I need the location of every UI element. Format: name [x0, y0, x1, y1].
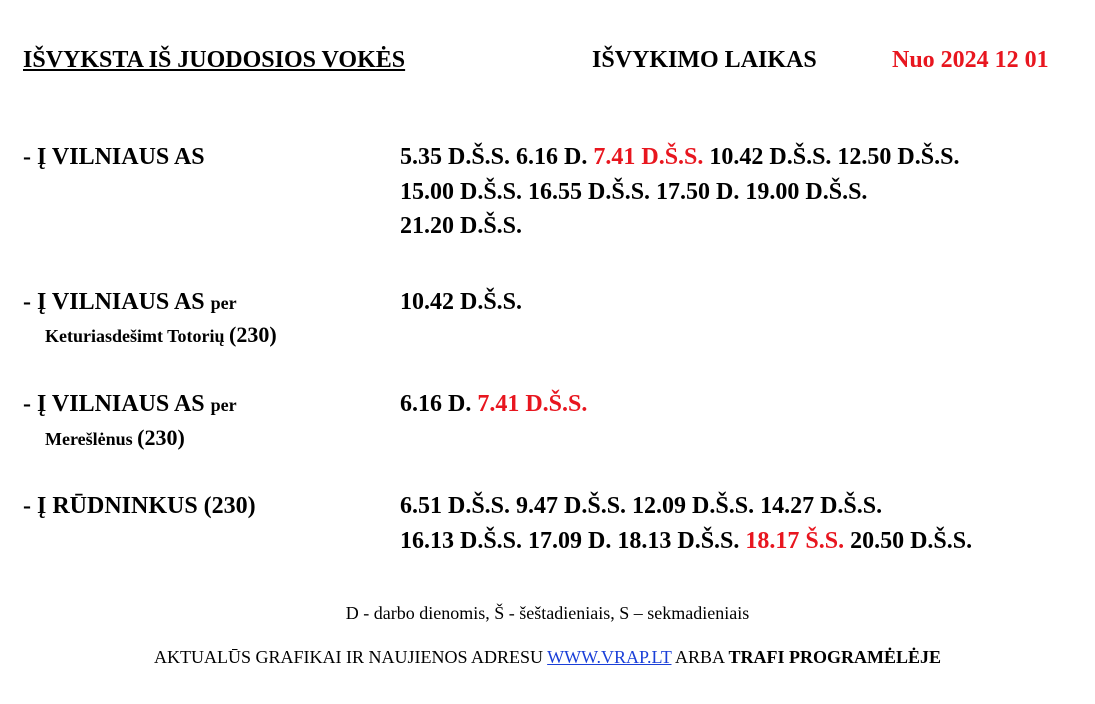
route-destination-label: - Į VILNIAUS AS [23, 391, 205, 417]
route-destination [23, 285, 237, 320]
highlighted-departure: 18.17 Š.S. [745, 527, 845, 554]
route-via [45, 322, 277, 349]
website-link[interactable]: WWW.VRAP.LT [547, 647, 672, 667]
departure-line [400, 140, 959, 175]
route-via-name: Keturiasdešimt Totorių [45, 326, 225, 346]
route-destination [23, 140, 205, 174]
departure-line [400, 489, 972, 524]
route-times [400, 285, 522, 320]
departure-line [400, 387, 587, 422]
departure-text: 10.42 D.Š.S. 12.50 D.Š.S. [703, 144, 960, 170]
route-destination [23, 387, 237, 422]
footer-text: AKTUALŪS GRAFIKAI IR NAUJIENOS ADRESU [153, 647, 548, 667]
departure-line [400, 209, 959, 244]
departure-text: 15.00 D.Š.S. 16.55 D.Š.S. 17.50 D. 19.00 D.Š.S. [400, 178, 868, 205]
route-per-label: per [210, 293, 237, 313]
highlighted-departure: 7.41 D.Š.S. [593, 144, 704, 170]
departure-text: 20.50 D.Š.S. [844, 527, 973, 554]
route-times [400, 489, 972, 558]
origin-heading: IŠVYKSTA IŠ JUODOSIOS VOKĖS [23, 47, 406, 73]
app-name: TRAFI PROGRAMĖLĖJE [728, 647, 942, 667]
departure-text: 6.16 D. [400, 391, 478, 417]
departure-text: 21.20 D.Š.S. [400, 213, 523, 239]
departure-text: 16.13 D.Š.S. 17.09 D. 18.13 D.Š.S. [400, 527, 746, 554]
footer-note [0, 644, 1095, 670]
highlighted-departure: 7.41 D.Š.S. [477, 391, 588, 417]
departure-text: 5.35 D.Š.S. 6.16 D. [400, 144, 594, 170]
route-per-label: per [210, 395, 237, 415]
route-via-number: (230) [137, 425, 185, 450]
route-times [400, 387, 587, 422]
valid-from-date: Nuo 2024 12 01 [892, 47, 1049, 73]
route-destination [23, 489, 256, 523]
route-via-number: (230) [229, 322, 277, 347]
departure-line [400, 524, 972, 559]
route-destination-label: - Į VILNIAUS AS [23, 144, 205, 170]
day-legend: D - darbo dienomis, Š - šeštadieniais, S – sekmadieniais [345, 603, 750, 623]
route-times [400, 140, 959, 244]
route-destination-label: - Į RŪDNINKUS (230) [23, 493, 256, 519]
footer-text: ARBA [671, 647, 729, 667]
departure-line [400, 175, 959, 210]
route-via-name: Merešlėnus [45, 429, 133, 449]
route-via [45, 425, 185, 452]
route-destination-label: - Į VILNIAUS AS [23, 289, 205, 315]
departure-text: 6.51 D.Š.S. 9.47 D.Š.S. 12.09 D.Š.S. 14.27 D.Š.S. [400, 493, 883, 519]
departure-time-heading: IŠVYKIMO LAIKAS [592, 47, 817, 73]
departure-line [400, 285, 522, 320]
departure-text: 10.42 D.Š.S. [400, 289, 523, 315]
